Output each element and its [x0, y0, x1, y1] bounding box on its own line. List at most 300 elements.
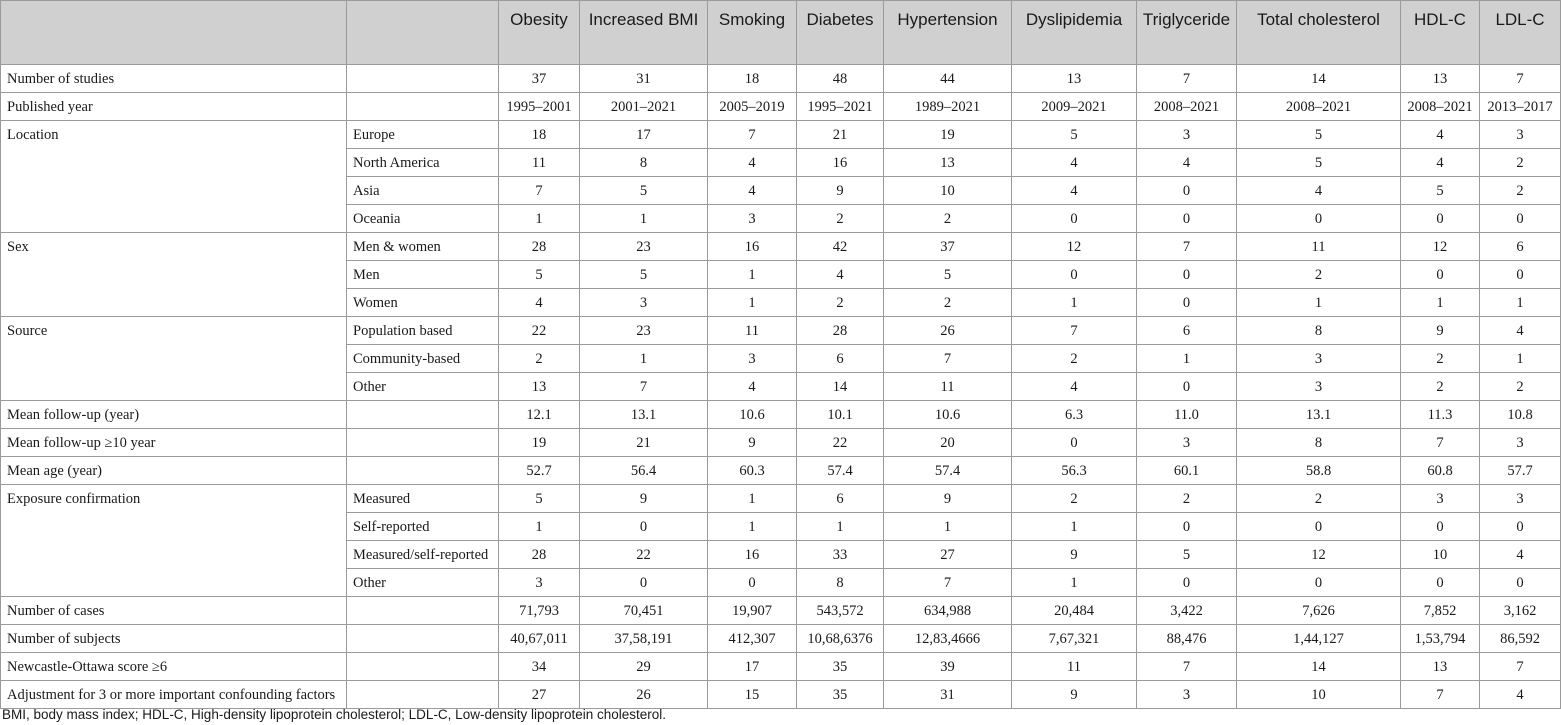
table-cell: 11	[708, 317, 797, 345]
table-cell: 57.4	[884, 457, 1012, 485]
table-cell: 42	[797, 233, 884, 261]
row-label	[1, 345, 347, 373]
table-row	[1, 65, 1561, 93]
row-label: Published year	[1, 93, 347, 121]
table-cell: 88,476	[1137, 625, 1237, 653]
table-cell: 13	[1012, 65, 1137, 93]
table-cell: 0	[1012, 205, 1137, 233]
row-label: Source	[1, 317, 347, 345]
table-cell: 20,484	[1012, 597, 1137, 625]
table-cell: 634,988	[884, 597, 1012, 625]
table-cell: 33	[797, 541, 884, 569]
table-cell: 9	[797, 177, 884, 205]
table-cell: 0	[1480, 513, 1561, 541]
table-cell: 19,907	[708, 597, 797, 625]
table-cell: 4	[1012, 177, 1137, 205]
table-cell: 7	[499, 177, 580, 205]
table-cell: 2	[884, 205, 1012, 233]
table-row	[1, 429, 1561, 457]
table-cell: 48	[797, 65, 884, 93]
table-cell: 2	[1401, 345, 1480, 373]
table-cell: 10	[1237, 681, 1401, 709]
table-cell: 4	[1401, 121, 1480, 149]
table-cell: 58.8	[1237, 457, 1401, 485]
table-cell: 1	[884, 513, 1012, 541]
row-label	[1, 541, 347, 569]
table-cell: 16	[708, 541, 797, 569]
table-cell: 40,67,011	[499, 625, 580, 653]
table-cell: 14	[797, 373, 884, 401]
row-sublabel: Other	[347, 569, 499, 597]
table-cell: 7,67,321	[1012, 625, 1137, 653]
table-row	[1, 289, 1561, 317]
table-cell: 20	[884, 429, 1012, 457]
table-cell: 2	[884, 289, 1012, 317]
row-sublabel	[347, 597, 499, 625]
table-cell: 13	[1401, 65, 1480, 93]
table-cell: 0	[1401, 205, 1480, 233]
table-cell: 17	[708, 653, 797, 681]
row-sublabel: Asia	[347, 177, 499, 205]
table-cell: 0	[1480, 205, 1561, 233]
table-cell: 4	[1137, 149, 1237, 177]
table-cell: 35	[797, 653, 884, 681]
table-cell: 0	[1012, 261, 1137, 289]
table-cell: 2008–2021	[1137, 93, 1237, 121]
table-cell: 70,451	[580, 597, 708, 625]
table-cell: 3,422	[1137, 597, 1237, 625]
table-cell: 9	[1012, 541, 1137, 569]
table-cell: 8	[797, 569, 884, 597]
table-cell: 10	[884, 177, 1012, 205]
table-cell: 5	[1237, 121, 1401, 149]
table-cell: 2	[1012, 485, 1137, 513]
row-label	[1, 177, 347, 205]
row-sublabel: Measured	[347, 485, 499, 513]
table-cell: 11.3	[1401, 401, 1480, 429]
table-cell: 34	[499, 653, 580, 681]
table-cell: 2	[1237, 261, 1401, 289]
table-cell: 4	[1480, 541, 1561, 569]
table-cell: 3	[1237, 373, 1401, 401]
table-cell: 52.7	[499, 457, 580, 485]
table-cell: 13.1	[580, 401, 708, 429]
table-row	[1, 597, 1561, 625]
table-cell: 5	[1012, 121, 1137, 149]
table-cell: 4	[1401, 149, 1480, 177]
row-label: Number of studies	[1, 65, 347, 93]
table-cell: 1	[1012, 289, 1137, 317]
table-cell: 7	[1137, 233, 1237, 261]
table-cell: 0	[1480, 261, 1561, 289]
row-label	[1, 569, 347, 597]
table-cell: 9	[1401, 317, 1480, 345]
table-cell: 22	[499, 317, 580, 345]
table-row	[1, 625, 1561, 653]
table-cell: 4	[1012, 373, 1137, 401]
table-cell: 2005–2019	[708, 93, 797, 121]
table-cell: 2	[1012, 345, 1137, 373]
table-cell: 1	[1137, 345, 1237, 373]
table-row	[1, 485, 1561, 513]
column-header-dyslipidemia: Dyslipidemia	[1012, 1, 1137, 65]
table-cell: 0	[1401, 513, 1480, 541]
table-cell: 2	[499, 345, 580, 373]
table-cell: 10.8	[1480, 401, 1561, 429]
table-cell: 1	[1012, 513, 1137, 541]
table-cell: 4	[1480, 317, 1561, 345]
table-cell: 14	[1237, 65, 1401, 93]
table-cell: 7,626	[1237, 597, 1401, 625]
column-header-ldl-c: LDL-C	[1480, 1, 1561, 65]
row-label	[1, 513, 347, 541]
table-row	[1, 177, 1561, 205]
table-cell: 3	[499, 569, 580, 597]
column-header	[347, 1, 499, 65]
table-cell: 1	[797, 513, 884, 541]
table-cell: 11	[884, 373, 1012, 401]
table-cell: 1	[708, 485, 797, 513]
row-sublabel	[347, 681, 499, 709]
row-label: Mean age (year)	[1, 457, 347, 485]
table-cell: 10.6	[708, 401, 797, 429]
table-cell: 0	[580, 569, 708, 597]
table-cell: 7,852	[1401, 597, 1480, 625]
table-row	[1, 261, 1561, 289]
row-label	[1, 205, 347, 233]
table-cell: 0	[1401, 261, 1480, 289]
table-cell: 11.0	[1137, 401, 1237, 429]
table-cell: 60.3	[708, 457, 797, 485]
row-sublabel: Oceania	[347, 205, 499, 233]
table-cell: 4	[708, 373, 797, 401]
table-cell: 60.8	[1401, 457, 1480, 485]
table-cell: 3	[708, 205, 797, 233]
table-row	[1, 345, 1561, 373]
row-sublabel: Measured/self-reported	[347, 541, 499, 569]
table-cell: 7	[1012, 317, 1137, 345]
row-label: Number of cases	[1, 597, 347, 625]
table-cell: 7	[884, 345, 1012, 373]
table-cell: 2009–2021	[1012, 93, 1137, 121]
table-cell: 35	[797, 681, 884, 709]
table-cell: 28	[499, 541, 580, 569]
table-cell: 5	[1401, 177, 1480, 205]
table-cell: 86,592	[1480, 625, 1561, 653]
table-cell: 8	[580, 149, 708, 177]
table-cell: 4	[708, 177, 797, 205]
table-cell: 7	[1401, 429, 1480, 457]
table-cell: 1	[580, 345, 708, 373]
table-cell: 1	[1012, 569, 1137, 597]
table-cell: 28	[499, 233, 580, 261]
table-cell: 5	[1237, 149, 1401, 177]
table-cell: 22	[580, 541, 708, 569]
row-sublabel	[347, 401, 499, 429]
table-cell: 7	[1480, 65, 1561, 93]
row-sublabel	[347, 625, 499, 653]
table-cell: 19	[499, 429, 580, 457]
table-cell: 1,53,794	[1401, 625, 1480, 653]
table-cell: 31	[884, 681, 1012, 709]
table-cell: 37,58,191	[580, 625, 708, 653]
column-header	[1, 1, 347, 65]
table-row	[1, 401, 1561, 429]
column-header-increased-bmi: Increased BMI	[580, 1, 708, 65]
table-cell: 17	[580, 121, 708, 149]
table-cell: 9	[708, 429, 797, 457]
table-row	[1, 149, 1561, 177]
table-cell: 1	[708, 289, 797, 317]
table-cell: 37	[884, 233, 1012, 261]
row-sublabel: Self-reported	[347, 513, 499, 541]
table-cell: 3	[1237, 345, 1401, 373]
table-cell: 4	[1237, 177, 1401, 205]
table-row	[1, 457, 1561, 485]
table-cell: 13	[1401, 653, 1480, 681]
row-label: Adjustment for 3 or more important confounding factors	[1, 681, 347, 709]
row-label	[1, 289, 347, 317]
row-sublabel	[347, 653, 499, 681]
table-cell: 3	[1137, 121, 1237, 149]
table-cell: 9	[884, 485, 1012, 513]
table-cell: 412,307	[708, 625, 797, 653]
table-cell: 27	[884, 541, 1012, 569]
table-row	[1, 513, 1561, 541]
row-label: Newcastle-Ottawa score ≥6	[1, 653, 347, 681]
table-cell: 8	[1237, 429, 1401, 457]
table-header	[1, 1, 1561, 65]
column-header-hdl-c: HDL-C	[1401, 1, 1480, 65]
row-sublabel: North America	[347, 149, 499, 177]
table-cell: 2	[1137, 485, 1237, 513]
table-cell: 28	[797, 317, 884, 345]
table-cell: 13	[884, 149, 1012, 177]
table-cell: 13	[499, 373, 580, 401]
table-cell: 3	[1480, 121, 1561, 149]
table-cell: 6.3	[1012, 401, 1137, 429]
table-footnote: BMI, body mass index; HDL-C, High-density lipoprotein cholesterol; LDL-C, Low-density lipoprotein cholesterol.	[2, 707, 667, 722]
row-label: Sex	[1, 233, 347, 261]
table-cell: 4	[797, 261, 884, 289]
row-label: Location	[1, 121, 347, 149]
table-cell: 7	[1137, 653, 1237, 681]
table-cell: 2	[1237, 485, 1401, 513]
row-sublabel: Men & women	[347, 233, 499, 261]
column-header-obesity: Obesity	[499, 1, 580, 65]
table-cell: 0	[1237, 569, 1401, 597]
table-cell: 3	[1401, 485, 1480, 513]
table-cell: 7	[1480, 653, 1561, 681]
table-cell: 7	[1137, 65, 1237, 93]
table-row	[1, 681, 1561, 709]
table-cell: 1	[708, 261, 797, 289]
row-label	[1, 373, 347, 401]
header-row	[1, 1, 1561, 65]
table-cell: 0	[1137, 569, 1237, 597]
table-cell: 10	[1401, 541, 1480, 569]
table-cell: 2	[797, 289, 884, 317]
table-cell: 2013–2017	[1480, 93, 1561, 121]
row-sublabel: Women	[347, 289, 499, 317]
table-cell: 3	[708, 345, 797, 373]
row-sublabel: Population based	[347, 317, 499, 345]
table-cell: 71,793	[499, 597, 580, 625]
table-cell: 0	[1137, 289, 1237, 317]
table-cell: 5	[1137, 541, 1237, 569]
table-cell: 3	[1480, 485, 1561, 513]
table-cell: 56.3	[1012, 457, 1137, 485]
table-cell: 0	[1480, 569, 1561, 597]
table-cell: 0	[580, 513, 708, 541]
table-cell: 14	[1237, 653, 1401, 681]
table-cell: 13.1	[1237, 401, 1401, 429]
table-cell: 6	[1137, 317, 1237, 345]
table-cell: 1	[1401, 289, 1480, 317]
table-cell: 2	[1401, 373, 1480, 401]
table-cell: 18	[708, 65, 797, 93]
table-cell: 10.6	[884, 401, 1012, 429]
table-cell: 0	[1137, 513, 1237, 541]
row-label: Mean follow-up (year)	[1, 401, 347, 429]
table-cell: 0	[1137, 261, 1237, 289]
table-cell: 10.1	[797, 401, 884, 429]
table-cell: 37	[499, 65, 580, 93]
table-cell: 1,44,127	[1237, 625, 1401, 653]
row-sublabel	[347, 93, 499, 121]
table-cell: 5	[499, 261, 580, 289]
table-row	[1, 317, 1561, 345]
table-body	[1, 65, 1561, 709]
table-cell: 1	[1480, 289, 1561, 317]
table-cell: 9	[580, 485, 708, 513]
row-label: Number of subjects	[1, 625, 347, 653]
row-sublabel: Community-based	[347, 345, 499, 373]
table-cell: 1995–2001	[499, 93, 580, 121]
table-cell: 4	[1480, 681, 1561, 709]
table-row	[1, 93, 1561, 121]
row-label: Mean follow-up ≥10 year	[1, 429, 347, 457]
table-cell: 26	[884, 317, 1012, 345]
table-cell: 1	[708, 513, 797, 541]
table-cell: 2	[1480, 373, 1561, 401]
table-cell: 5	[580, 177, 708, 205]
table-row	[1, 373, 1561, 401]
table-cell: 1	[499, 513, 580, 541]
table-cell: 22	[797, 429, 884, 457]
table-cell: 2	[797, 205, 884, 233]
row-sublabel: Europe	[347, 121, 499, 149]
table-cell: 39	[884, 653, 1012, 681]
table-cell: 3	[580, 289, 708, 317]
table-row	[1, 541, 1561, 569]
table-cell: 3	[1137, 681, 1237, 709]
table-cell: 21	[580, 429, 708, 457]
table-cell: 1	[1237, 289, 1401, 317]
table-cell: 4	[1012, 149, 1137, 177]
table-cell: 23	[580, 233, 708, 261]
table-cell: 5	[499, 485, 580, 513]
table-cell: 29	[580, 653, 708, 681]
row-label: Exposure confirmation	[1, 485, 347, 513]
table-cell: 44	[884, 65, 1012, 93]
table-cell: 0	[1012, 429, 1137, 457]
table-cell: 16	[797, 149, 884, 177]
row-sublabel	[347, 457, 499, 485]
table-cell: 7	[580, 373, 708, 401]
table-cell: 0	[1237, 513, 1401, 541]
table-cell: 11	[1237, 233, 1401, 261]
table-cell: 6	[797, 345, 884, 373]
table-cell: 2	[1480, 177, 1561, 205]
table-cell: 26	[580, 681, 708, 709]
table-cell: 3	[1137, 429, 1237, 457]
column-header-smoking: Smoking	[708, 1, 797, 65]
table-cell: 1	[499, 205, 580, 233]
table-cell: 2001–2021	[580, 93, 708, 121]
table-cell: 5	[580, 261, 708, 289]
table-cell: 12,83,4666	[884, 625, 1012, 653]
table-cell: 27	[499, 681, 580, 709]
table-cell: 11	[499, 149, 580, 177]
table-cell: 19	[884, 121, 1012, 149]
table-cell: 7	[1401, 681, 1480, 709]
table-cell: 6	[797, 485, 884, 513]
table-cell: 15	[708, 681, 797, 709]
table-cell: 3,162	[1480, 597, 1561, 625]
table-cell: 12.1	[499, 401, 580, 429]
table-cell: 23	[580, 317, 708, 345]
table-cell: 9	[1012, 681, 1137, 709]
table-row	[1, 233, 1561, 261]
table-cell: 11	[1012, 653, 1137, 681]
table-cell: 18	[499, 121, 580, 149]
table-cell: 2008–2021	[1237, 93, 1401, 121]
row-sublabel	[347, 65, 499, 93]
table-cell: 31	[580, 65, 708, 93]
column-header-diabetes: Diabetes	[797, 1, 884, 65]
table-cell: 1995–2021	[797, 93, 884, 121]
table-row	[1, 121, 1561, 149]
table-cell: 10,68,6376	[797, 625, 884, 653]
row-sublabel: Men	[347, 261, 499, 289]
table-row	[1, 653, 1561, 681]
table-cell: 0	[1237, 205, 1401, 233]
column-header-total-cholesterol: Total cholesterol	[1237, 1, 1401, 65]
table-cell: 3	[1480, 429, 1561, 457]
table-cell: 4	[708, 149, 797, 177]
column-header-hypertension: Hypertension	[884, 1, 1012, 65]
table-cell: 56.4	[580, 457, 708, 485]
table-cell: 1	[1480, 345, 1561, 373]
table-row	[1, 205, 1561, 233]
row-label	[1, 149, 347, 177]
table-cell: 2008–2021	[1401, 93, 1480, 121]
row-sublabel	[347, 429, 499, 457]
table-cell: 7	[884, 569, 1012, 597]
table-cell: 8	[1237, 317, 1401, 345]
table-cell: 1	[580, 205, 708, 233]
table-cell: 4	[499, 289, 580, 317]
table-cell: 1989–2021	[884, 93, 1012, 121]
table-cell: 12	[1401, 233, 1480, 261]
row-label	[1, 261, 347, 289]
column-header-triglyceride: Triglyceride	[1137, 1, 1237, 65]
table-cell: 6	[1480, 233, 1561, 261]
table-cell: 543,572	[797, 597, 884, 625]
table-cell: 0	[1401, 569, 1480, 597]
table-cell: 12	[1237, 541, 1401, 569]
